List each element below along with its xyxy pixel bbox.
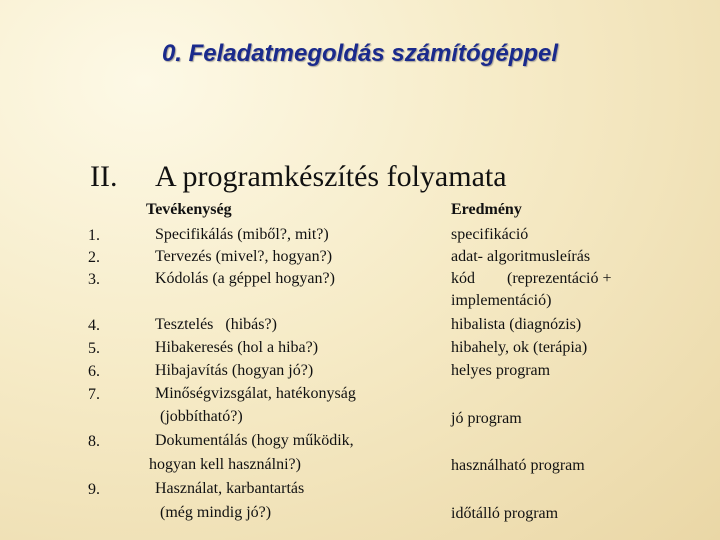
result-item: adat- algoritmusleírás [451,248,591,265]
step-number-4: 4. [88,317,100,334]
result-item: helyes program [451,362,551,379]
activity-item: Kódolás (a géppel hogyan?) [155,270,335,287]
step-number-6: 6. [88,363,100,380]
activity-item: Hibajavítás (hogyan jó?) [155,362,314,379]
result-header: Eredmény [451,201,522,218]
result-item-continued: implementáció) [451,292,552,309]
activity-item-continued: hogyan kell használni?) [149,456,301,473]
result-item: jó program [451,410,522,427]
step-number-8: 8. [88,433,100,450]
result-item: hibalista (diagnózis) [451,316,582,333]
step-number-3: 3. [88,271,100,288]
activity-item: Specifikálás (miből?, mit?) [155,226,329,243]
step-number-1: 1. [88,227,100,244]
step-number-2: 2. [88,249,100,266]
step-number-7: 7. [88,386,100,403]
section-title: A programkészítés folyamata [155,160,507,193]
step-number-9: 9. [88,481,100,498]
step-number-5: 5. [88,340,100,357]
result-item: időtálló program [451,505,559,522]
activity-item-continued: (még mindig jó?) [160,504,272,521]
result-item: hibahely, ok (terápia) [451,339,588,356]
activity-item: Dokumentálás (hogy működik, [155,432,354,449]
activity-item: Hibakeresés (hol a hiba?) [155,339,319,356]
slide-title: 0. Feladatmegoldás számítógéppel [161,40,559,67]
activity-item: Használat, karbantartás [155,480,305,497]
activity-header: Tevékenység [146,201,232,218]
result-item: specifikáció [451,226,529,243]
result-item: kód (reprezentáció + [451,270,612,287]
activity-item: Minőségvizsgálat, hatékonyság [155,385,356,402]
section-number: II. [90,160,118,193]
activity-item-continued: (jobbítható?) [160,408,243,425]
result-item: használható program [451,457,585,474]
activity-item: Tervezés (mivel?, hogyan?) [155,248,333,265]
activity-item: Tesztelés (hibás?) [155,316,277,333]
